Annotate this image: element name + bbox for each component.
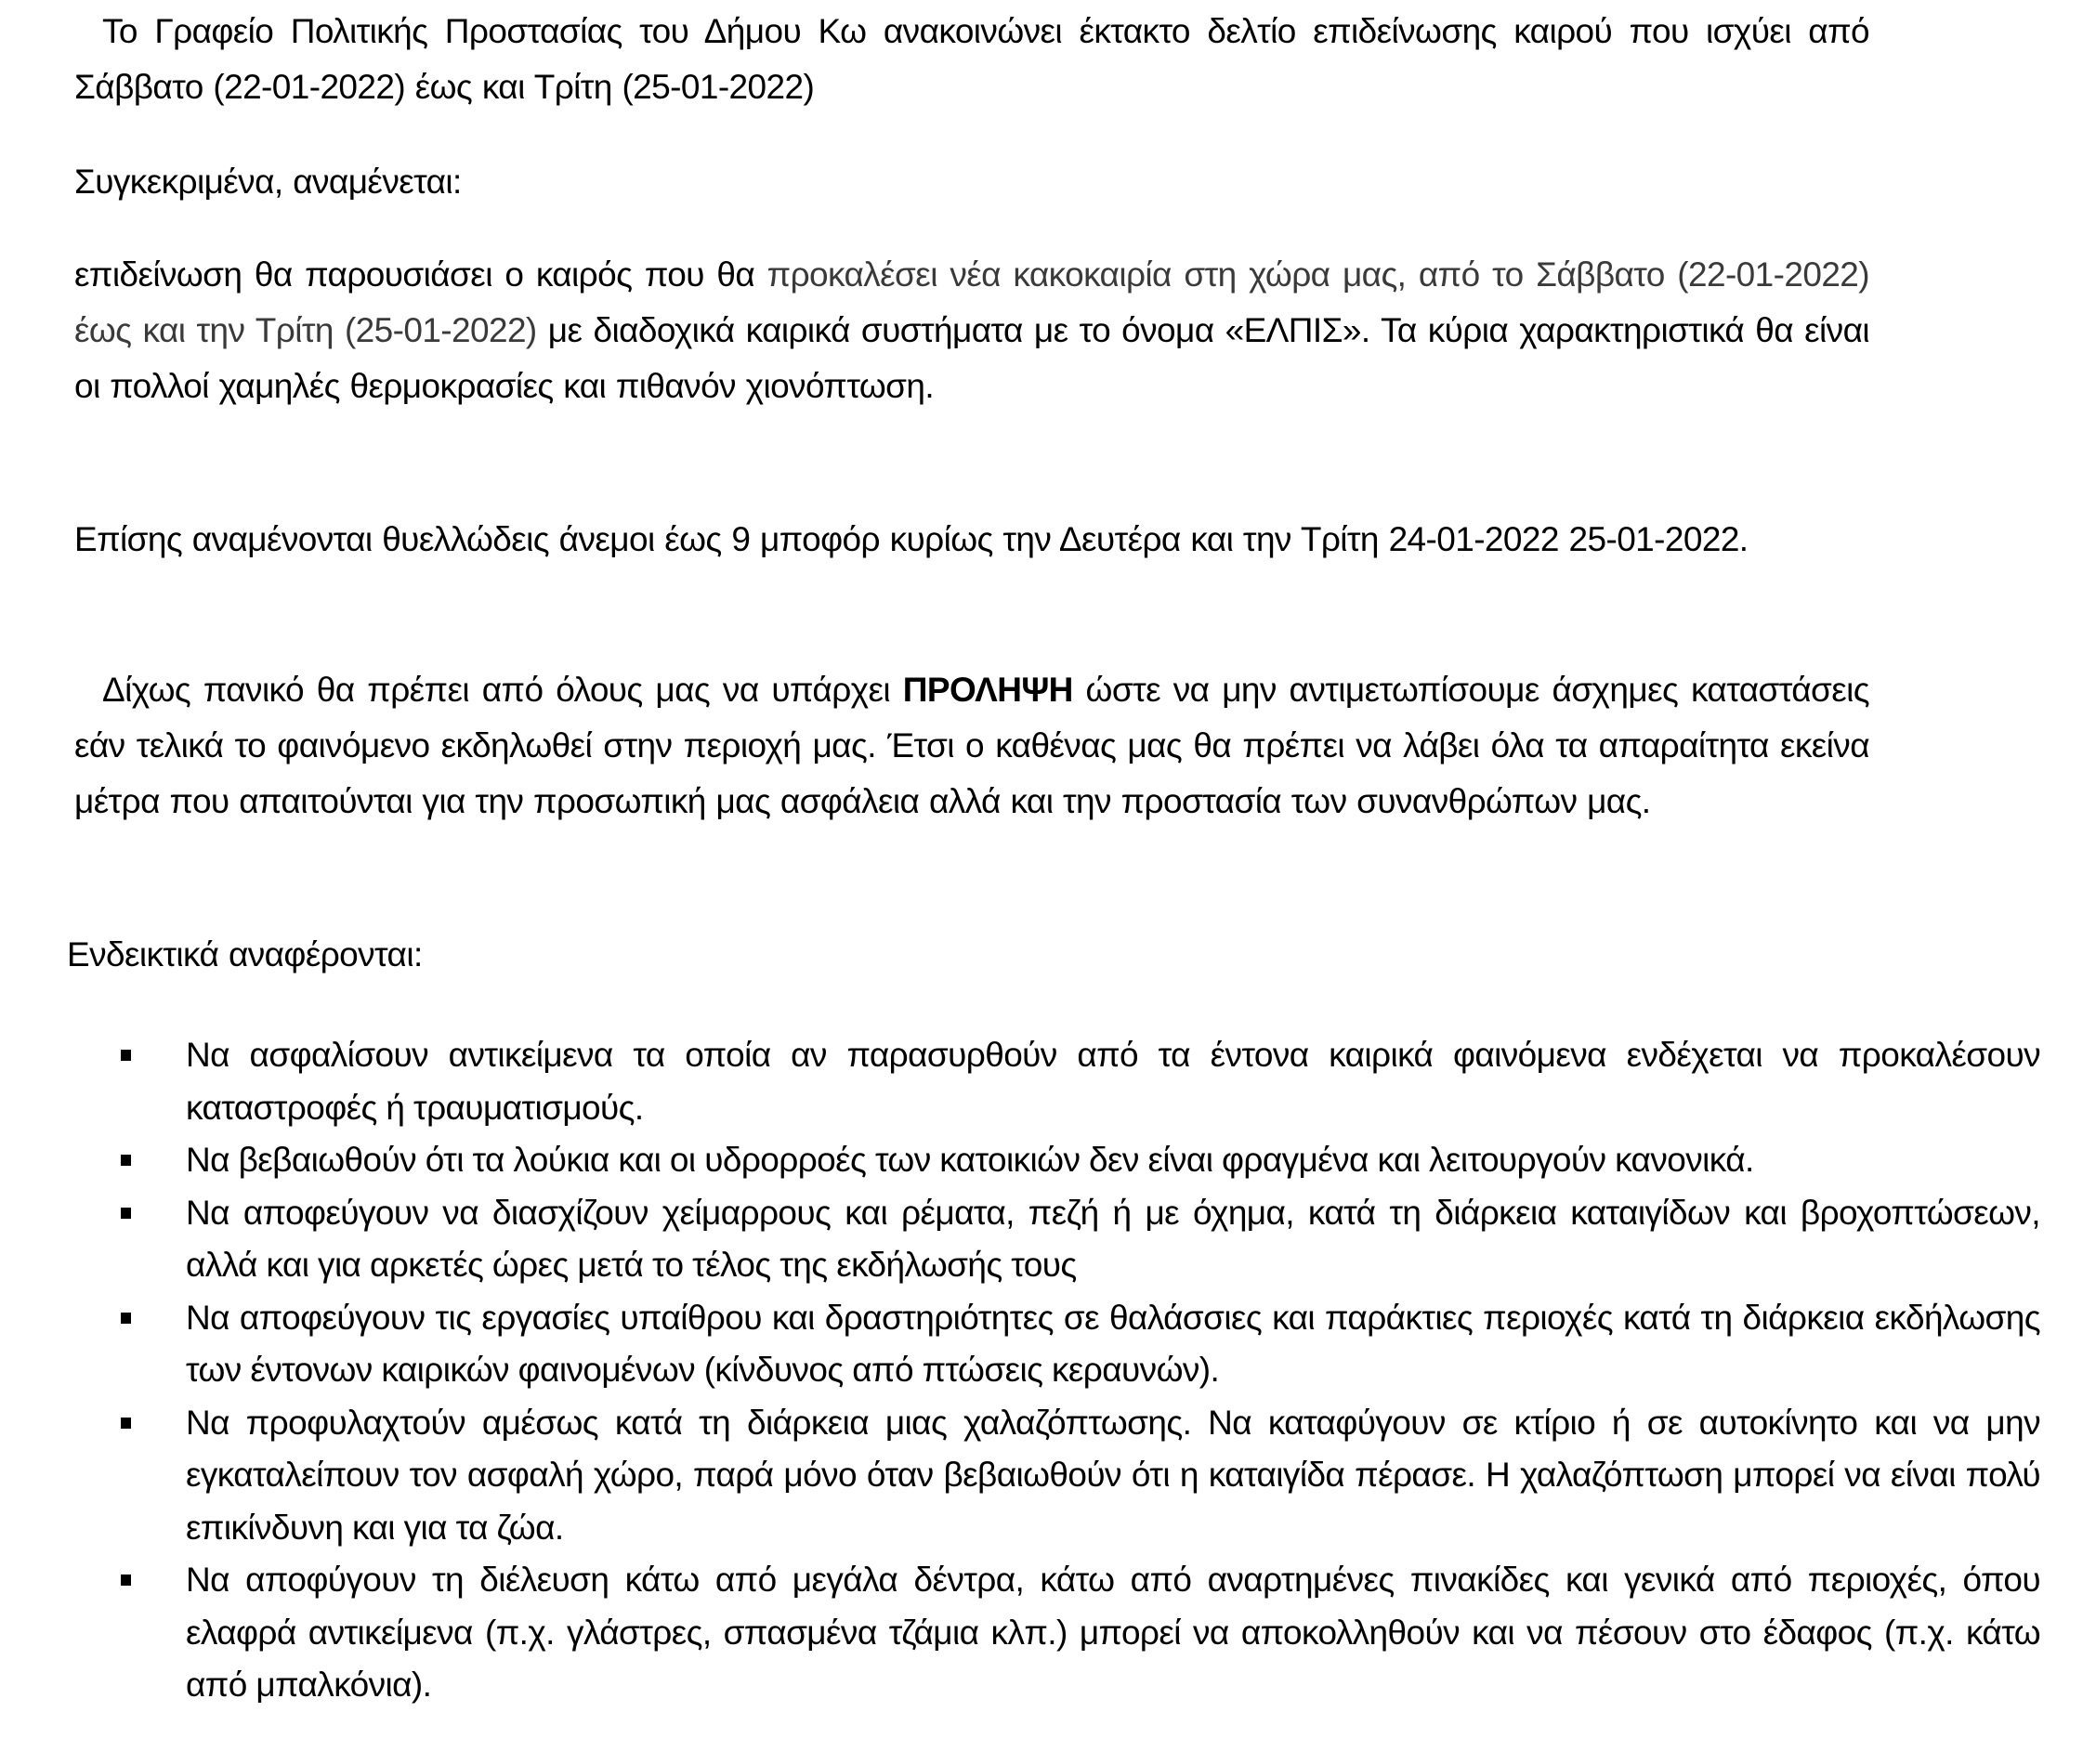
forecast-text-1: επιδείνωση θα παρουσιάσει ο καιρός που θα [74, 255, 767, 294]
list-item [0, 1292, 2040, 1397]
square-bullet-icon [121, 1208, 131, 1219]
forecast-paragraph [74, 247, 1869, 414]
measures-list [0, 1029, 2096, 1712]
measure-text: Να ασφαλίσουν αντικείμενα τα οποία αν παρασυρθούν από τα έντονα καιρικά φαινόμενα ενδέχεται να προκαλέσουν καταστροφές ή τραυματισμούς. [186, 1036, 2040, 1127]
list-item [0, 1554, 2040, 1712]
list-item [0, 1397, 2040, 1555]
prevention-text-before: Δίχως πανικό θα πρέπει από όλους μας να υπάρχει [102, 671, 903, 709]
specifically-line: Συγκεκριμένα, αναμένεται: [74, 163, 462, 201]
indicative-heading: Ενδεικτικά αναφέρονται: [67, 935, 423, 973]
square-bullet-icon [121, 1418, 131, 1429]
prevention-emphasis: ΠΡΟΛΗΨΗ [902, 671, 1073, 709]
measure-text: Να αποφεύγουν να διασχίζουν χείμαρρους και ρέματα, πεζή ή με όχημα, κατά τη διάρκεια καταιγίδων και βροχοπτώσεων, αλλά και για αρκετές ώρες μετά το τέλος της εκδήλωσής τους [186, 1193, 2040, 1284]
forecast-text-2: με διαδοχικά καιρικά συστήματα με το όνομα «ΕΛΠΙΣ». Τα κύρια χαρακτηριστικά θα είναι οι πολλοί χαμηλές θερμοκρασίες και πιθανόν χιονόπτωση. [74, 311, 1869, 405]
intro-paragraph: Το Γραφείο Πολιτικής Προστασίας του Δήμου Κω ανακοινώνει έκτακτο δελτίο επιδείνωσης καιρού που ισχύει από Σάββατο (22-01-2022) έως και Τρίτη (25-01-2022) [74, 12, 1869, 106]
list-item [0, 1187, 2040, 1292]
forecast-text-highlight: προκαλέσει νέα κακοκαιρία στη χώρα μας, από το Σάββατο (22-01-2022) έως και την Τρίτη (25-01-2022) [74, 255, 1869, 349]
square-bullet-icon [121, 1313, 131, 1324]
list-item [0, 1134, 2040, 1187]
prevention-text-after: ώστε να μην αντιμετωπίσουμε άσχημες καταστάσεις εάν τελικά το φαινόμενο εκδηλωθεί στην περιοχή μας. Έτσι ο καθένας μας θα πρέπει να λάβει όλα τα απαραίτητα εκείνα μέτρα που απαιτούνται για την προσωπική μας ασφάλεια αλλά και την προστασία των συνανθρώπων μας. [74, 671, 1869, 820]
measure-text: Να βεβαιωθούν ότι τα λούκια και οι υδρορροές των κατοικιών δεν είναι φραγμένα και λειτουργούν κανονικά. [186, 1141, 1754, 1179]
measure-text: Να αποφύγουν τη διέλευση κάτω από μεγάλα δέντρα, κάτω από αναρτημένες πινακίδες και γενικά από περιοχές, όπου ελαφρά αντικείμενα (π.χ. γλάστρες, σπασμένα τζάμια κλπ.) μπορεί να αποκολληθούν και να πέσουν στο έδαφος (π.χ. κάτω από μπαλκόνια). [186, 1561, 2040, 1704]
prevention-paragraph [74, 662, 1869, 830]
measure-text: Να προφυλαχτούν αμέσως κατά τη διάρκεια μιας χαλαζόπτωσης. Να καταφύγουν σε κτίριο ή σε αυτοκίνητο και να μην εγκαταλείπουν τον ασφαλή χώρο, παρά μόνο όταν βεβαιωθούν ότι η καταιγίδα πέρασε. Η χαλαζόπτωση μπορεί να είναι πολύ επικίνδυνη και για τα ζώα. [186, 1403, 2040, 1547]
square-bullet-icon [121, 1155, 131, 1166]
square-bullet-icon [121, 1050, 131, 1061]
list-item [0, 1029, 2040, 1134]
measure-text: Να αποφεύγουν τις εργασίες υπαίθρου και δραστηριότητες σε θαλάσσιες και παράκτιες περιοχές κατά τη διάρκεια εκδήλωσης των έντονων καιρικών φαινομένων (κίνδυνος από πτώσεις κεραυνών). [186, 1298, 2040, 1389]
winds-paragraph: Επίσης αναμένονται θυελλώδεις άνεμοι έως 9 μποφόρ κυρίως την Δευτέρα και την Τρίτη 24-01-2022 25-01-2022. [74, 520, 1749, 558]
square-bullet-icon [121, 1575, 131, 1586]
